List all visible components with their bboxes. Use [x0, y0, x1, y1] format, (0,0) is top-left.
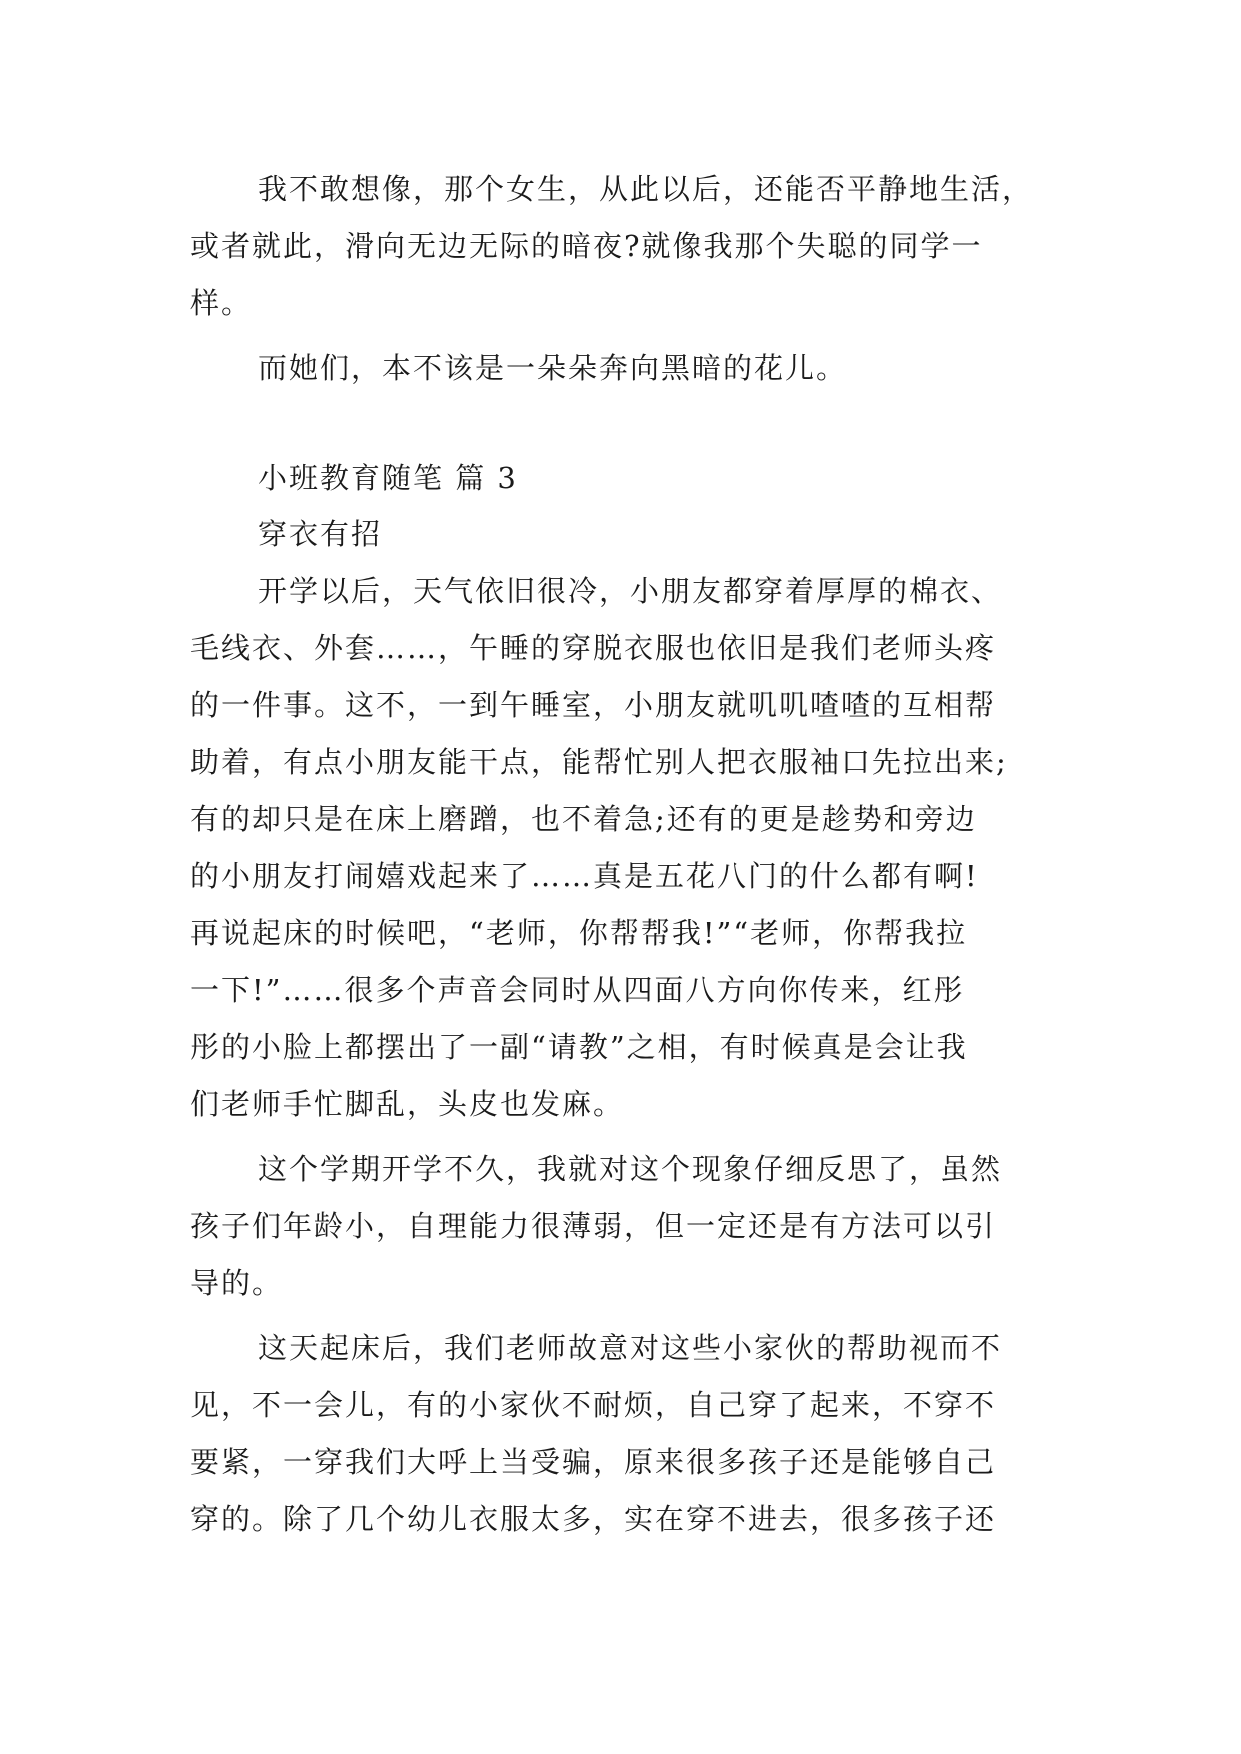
paragraph-line: 穿的。除了几个幼儿衣服太多，实在穿不进去，很多孩子还	[190, 1502, 997, 1536]
paragraph-line: 导的。	[190, 1266, 284, 1300]
paragraph-line: 孩子们年龄小，自理能力很薄弱，但一定还是有方法可以引	[190, 1209, 997, 1243]
paragraph-line: 这天起床后，我们老师故意对这些小家伙的帮助视而不	[258, 1331, 1003, 1365]
paragraph-line: 一下!”……很多个声音会同时从四面八方向你传来，红彤	[190, 973, 965, 1007]
paragraph-line: 或者就此，滑向无边无际的暗夜?就像我那个失聪的同学一	[190, 229, 983, 263]
paragraph-line: 毛线衣、外套……，午睡的穿脱衣服也依旧是我们老师头疼	[190, 631, 997, 665]
section-subtitle: 穿衣有招	[258, 517, 383, 551]
paragraph-line: 见，不一会儿，有的小家伙不耐烦，自己穿了起来，不穿不	[190, 1388, 997, 1422]
paragraph-line: 要紧，一穿我们大呼上当受骗，原来很多孩子还是能够自己	[190, 1445, 997, 1479]
paragraph-line: 有的却只是在床上磨蹭，也不着急;还有的更是趁势和旁边	[190, 802, 977, 836]
paragraph-line: 的小朋友打闹嬉戏起来了……真是五花八门的什么都有啊!	[190, 859, 979, 893]
paragraph-line: 们老师手忙脚乱，头皮也发麻。	[190, 1087, 625, 1121]
paragraph-line: 彤的小脸上都摆出了一副“请教”之相，有时候真是会让我	[190, 1030, 968, 1064]
paragraph-line: 再说起床的时候吧，“老师，你帮帮我!”“老师，你帮我拉	[190, 916, 968, 950]
paragraph-line: 我不敢想像，那个女生，从此以后，还能否平静地生活，	[258, 172, 1034, 206]
paragraph-line: 而她们，本不该是一朵朵奔向黑暗的花儿。	[258, 351, 848, 385]
paragraph-line: 样。	[190, 286, 253, 320]
paragraph-line: 的一件事。这不，一到午睡室，小朋友就叽叽喳喳的互相帮	[190, 688, 997, 722]
paragraph-line: 助着，有点小朋友能干点，能帮忙别人把衣服袖口先拉出来;	[190, 745, 1008, 779]
section-heading: 小班教育随笔 篇 3	[258, 461, 518, 495]
paragraph-line: 开学以后，天气依旧很冷，小朋友都穿着厚厚的棉衣、	[258, 574, 1003, 608]
paragraph-line: 这个学期开学不久，我就对这个现象仔细反思了，虽然	[258, 1152, 1003, 1186]
